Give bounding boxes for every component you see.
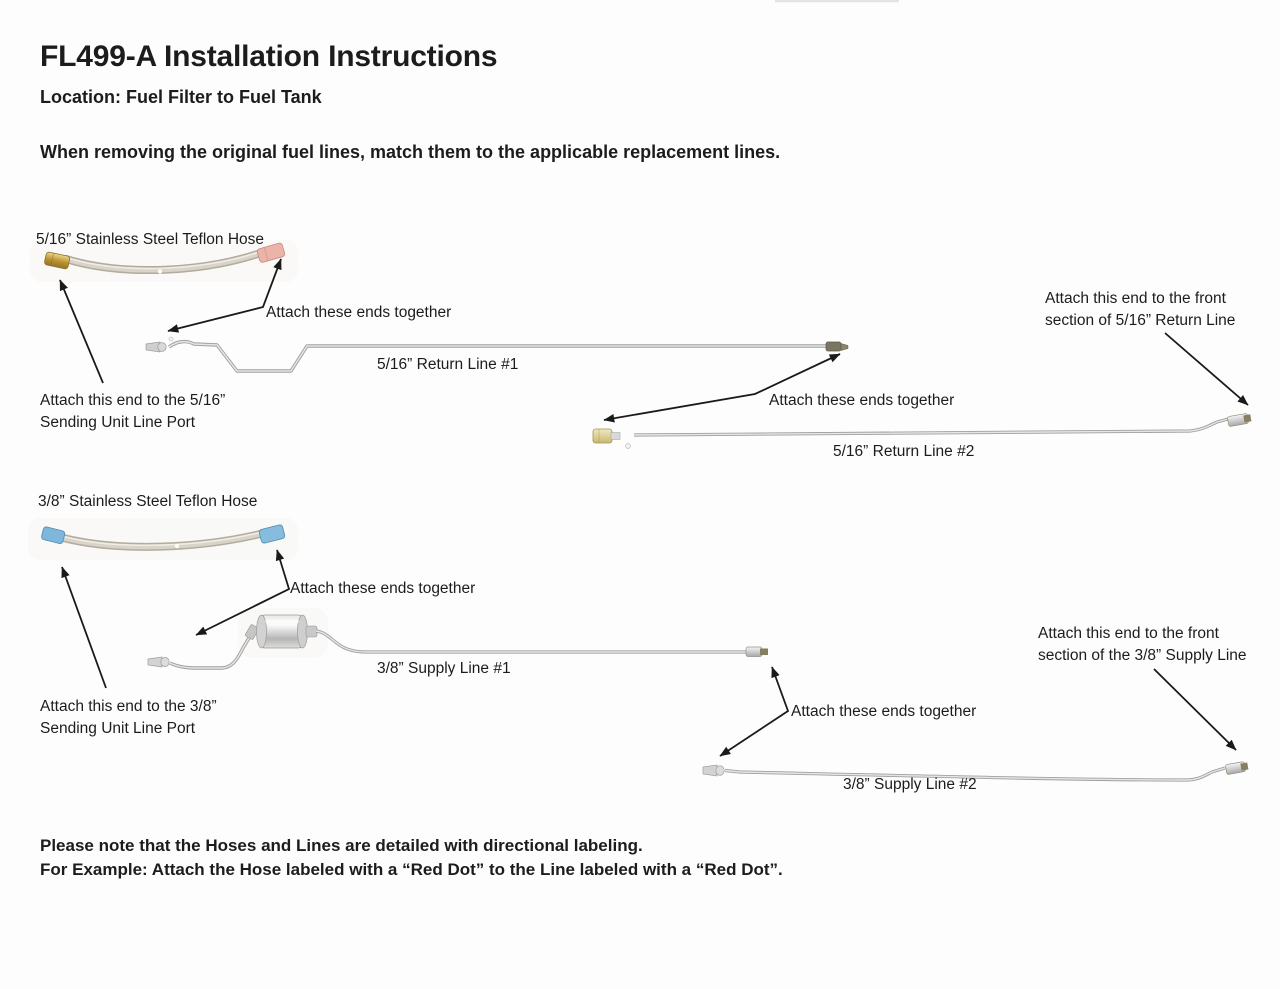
washer-ring <box>626 444 631 449</box>
callout-attach-ends-38-hose: Attach these ends together <box>290 580 476 597</box>
tube-end-fitting <box>746 647 768 657</box>
arrow-attach-38-line1-to-line2 <box>720 667 788 756</box>
location-line: Location: Fuel Filter to Fuel Tank <box>40 87 322 107</box>
arrow-front-section-38 <box>1154 669 1236 750</box>
arrow-front-section-516 <box>1165 333 1248 405</box>
note-line1: Please note that the Hoses and Lines are detailed with directional labeling. <box>40 836 643 855</box>
arrow-attach-516-line1-to-line2 <box>604 354 840 420</box>
callout-sending-unit-516-line2: Sending Unit Line Port <box>40 414 196 431</box>
tube-end-fitting <box>146 337 173 352</box>
callout-front-section-38 <box>1038 623 1247 667</box>
brass-union-fitting <box>593 429 620 443</box>
callout-front-section-38-line1: Attach this end to the front <box>1038 625 1219 642</box>
return-line-1-label: 5/16” Return Line #1 <box>377 356 519 373</box>
page-title: FL499-A Installation Instructions <box>40 40 498 73</box>
supply-line-2-label: 3/8” Supply Line #2 <box>843 776 977 793</box>
callout-sending-unit-516-line1: Attach this end to the 5/16” <box>40 392 226 409</box>
callout-sending-unit-38 <box>40 696 217 740</box>
supply-line-1-label: 3/8” Supply Line #1 <box>377 660 511 677</box>
callout-front-section-516-line2: section of 5/16” Return Line <box>1045 312 1236 329</box>
hose-highlight-gap <box>158 269 162 273</box>
callout-sending-unit-516 <box>40 390 225 434</box>
hose-38-label: 3/8” Stainless Steel Teflon Hose <box>38 493 258 510</box>
hose-highlight-gap <box>175 544 179 548</box>
tube-end-fitting <box>1227 413 1251 427</box>
tube-end-fitting <box>1225 761 1248 775</box>
callout-attach-ends-38-lines: Attach these ends together <box>791 703 977 720</box>
arrow-sending-unit-516 <box>60 280 103 383</box>
arrow-sending-unit-38 <box>62 567 106 688</box>
intro-line: When removing the original fuel lines, match them to the applicable replacement lines. <box>40 142 781 162</box>
directional-labeling-note <box>40 834 783 882</box>
callout-sending-unit-38-line1: Attach this end to the 3/8” <box>40 698 217 715</box>
tube-end-fitting <box>148 657 169 667</box>
callout-attach-ends-516-hose: Attach these ends together <box>266 304 452 321</box>
tube-end-fitting <box>703 765 724 776</box>
callout-front-section-38-line2: section of the 3/8” Supply Line <box>1038 647 1247 664</box>
note-line2: For Example: Attach the Hose labeled with a “Red Dot” to the Line labeled with a “Red Dot”. <box>40 860 783 879</box>
callout-front-section-516 <box>1045 288 1235 332</box>
dark-end-fitting <box>826 342 848 351</box>
callout-sending-unit-38-line2: Sending Unit Line Port <box>40 720 196 737</box>
callout-attach-ends-516-lines: Attach these ends together <box>769 392 955 409</box>
callout-front-section-516-line1: Attach this end to the front <box>1045 290 1226 307</box>
return-line-2-label: 5/16” Return Line #2 <box>833 443 975 460</box>
top-edge-line <box>775 0 899 2</box>
hose-516-label: 5/16” Stainless Steel Teflon Hose <box>36 231 265 248</box>
